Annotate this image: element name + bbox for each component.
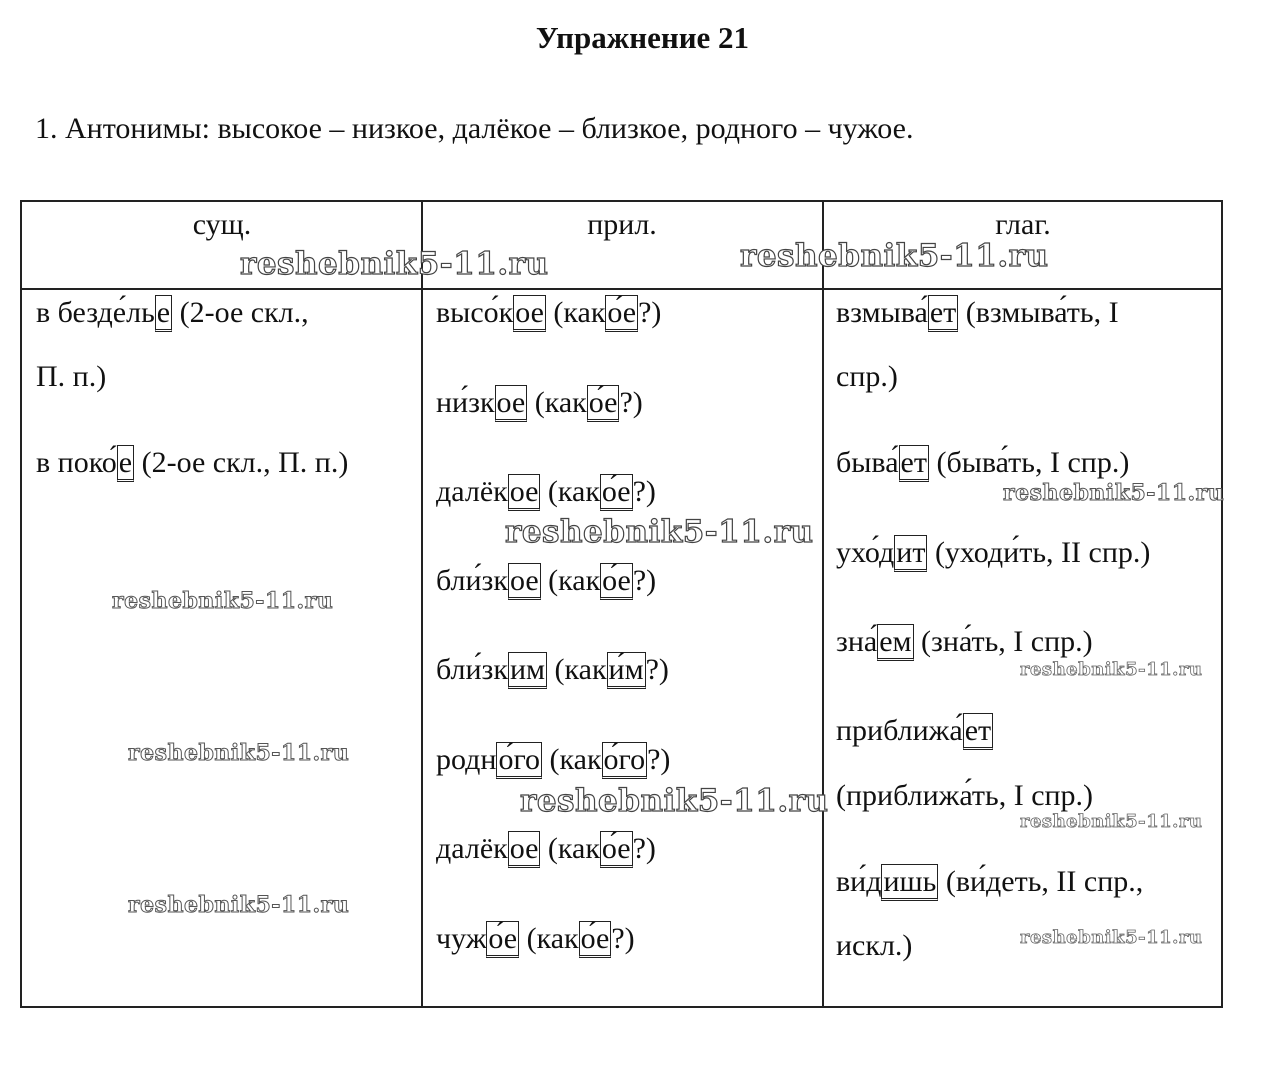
- adjective-entry: чужо́е (како́е?): [436, 922, 635, 956]
- watermark: reshebnik5-11.ru: [1020, 659, 1203, 680]
- adjective-entry: высо́кое (како́е?): [436, 296, 661, 330]
- column-divider: [822, 202, 824, 1006]
- watermark: reshebnik5-11.ru: [505, 514, 814, 550]
- header-divider: [22, 288, 1221, 290]
- adjective-entry: далёкое (како́е?): [436, 832, 656, 866]
- verb-entry: зна́ем (зна́ть, I спр.): [836, 625, 1093, 659]
- noun-entry-cont: П. п.): [36, 360, 107, 393]
- watermark: reshebnik5-11.ru: [128, 892, 350, 918]
- verb-entry-cont: искл.): [836, 929, 913, 962]
- verb-entry: ухо́дит (уходи́ть, II спр.): [836, 536, 1150, 570]
- watermark: reshebnik5-11.ru: [520, 783, 829, 819]
- column-divider: [421, 202, 423, 1006]
- watermark: reshebnik5-11.ru: [128, 740, 350, 766]
- noun-entry: в поко́е (2-ое скл., П. п.): [36, 446, 348, 480]
- verb-entry: приближа́ет: [836, 714, 993, 748]
- watermark: reshebnik5-11.ru: [1020, 811, 1203, 832]
- antonyms-line: 1. Антонимы: высокое – низкое, далёкое – близкое, родного – чужое.: [35, 112, 914, 145]
- adjective-entry: далёкое (како́е?): [436, 475, 656, 509]
- watermark: reshebnik5-11.ru: [1003, 480, 1225, 506]
- adjective-entry: ни́зкое (како́е?): [436, 386, 643, 420]
- verb-entry: ви́дишь (ви́деть, II спр.,: [836, 865, 1143, 899]
- adjective-entry: бли́зким (каки́м?): [436, 653, 669, 687]
- watermark: reshebnik5-11.ru: [1020, 927, 1203, 948]
- noun-entry: в безде́лье (2-ое скл.,: [36, 296, 309, 330]
- header-adjectives: прил.: [587, 208, 657, 241]
- adjective-entry: бли́зкое (како́е?): [436, 564, 656, 598]
- watermark: reshebnik5-11.ru: [112, 588, 334, 614]
- verb-entry-cont: (приближа́ть, I спр.): [836, 779, 1094, 812]
- adjective-entry: родно́го (како́го?): [436, 743, 670, 777]
- verb-entry: взмыва́ет (взмыва́ть, I: [836, 296, 1119, 330]
- watermark: reshebnik5-11.ru: [740, 238, 1049, 274]
- header-verbs: глаг.: [995, 208, 1051, 241]
- verb-entry: быва́ет (быва́ть, I спр.): [836, 446, 1129, 480]
- watermark: reshebnik5-11.ru: [240, 246, 549, 282]
- verb-entry-cont: спр.): [836, 360, 898, 393]
- header-nouns: сущ.: [192, 208, 252, 241]
- page-title: Упражнение 21: [535, 20, 750, 55]
